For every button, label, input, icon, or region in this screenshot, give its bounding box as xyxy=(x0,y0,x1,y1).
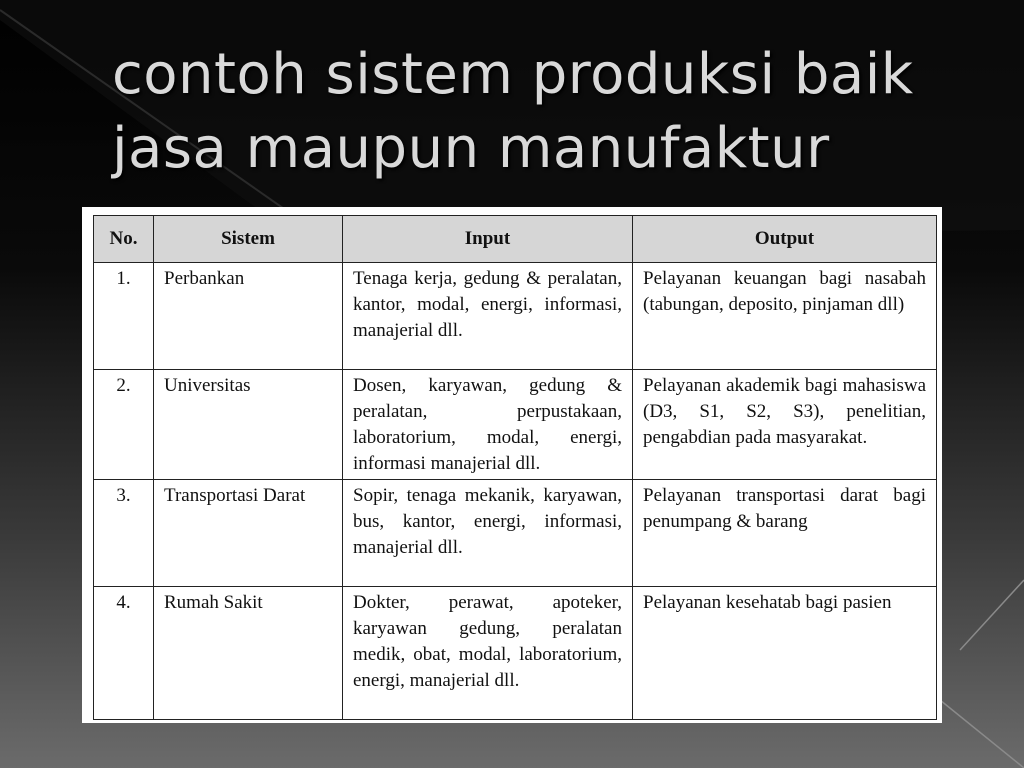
table-row xyxy=(94,370,937,480)
header-no: No. xyxy=(94,216,154,263)
production-systems-table xyxy=(93,215,937,720)
cell-sistem: Transportasi Darat xyxy=(154,480,343,587)
header-input: Input xyxy=(343,216,633,263)
cell-sistem: Perbankan xyxy=(154,263,343,370)
cell-input: Dosen, karyawan, gedung & peralatan, perpustakaan, laboratorium, modal, energi, informasi manajerial dll. xyxy=(343,370,633,480)
cell-output: Pelayanan akademik bagi mahasiswa (D3, S1, S2, S3), penelitian, pengabdian pada masyarakat. xyxy=(633,370,937,480)
table-row xyxy=(94,263,937,370)
cell-input: Tenaga kerja, gedung & peralatan, kantor, modal, energi, informasi, manajerial dll. xyxy=(343,263,633,370)
title-line-2: jasa maupun manufaktur xyxy=(112,116,830,181)
table-row xyxy=(94,587,937,720)
table-header-row xyxy=(94,216,937,263)
header-output: Output xyxy=(633,216,937,263)
cell-input: Dokter, perawat, apoteker, karyawan gedung, peralatan medik, obat, modal, laboratorium, energi, manajerial dll. xyxy=(343,587,633,720)
cell-output: Pelayanan keuangan bagi nasabah (tabungan, deposito, pinjaman dll) xyxy=(633,263,937,370)
cell-sistem: Universitas xyxy=(154,370,343,480)
slide-title xyxy=(112,38,992,186)
cell-no: 3. xyxy=(94,480,154,587)
cell-output: Pelayanan transportasi darat bagi penumpang & barang xyxy=(633,480,937,587)
table-row xyxy=(94,480,937,587)
cell-output: Pelayanan kesehatab bagi pasien xyxy=(633,587,937,720)
cell-sistem: Rumah Sakit xyxy=(154,587,343,720)
table-image-frame xyxy=(82,207,942,723)
header-sistem: Sistem xyxy=(154,216,343,263)
cell-input: Sopir, tenaga mekanik, karyawan, bus, kantor, energi, informasi, manajerial dll. xyxy=(343,480,633,587)
cell-no: 4. xyxy=(94,587,154,720)
cell-no: 1. xyxy=(94,263,154,370)
title-line-1: contoh sistem produksi baik xyxy=(112,42,914,107)
cell-no: 2. xyxy=(94,370,154,480)
